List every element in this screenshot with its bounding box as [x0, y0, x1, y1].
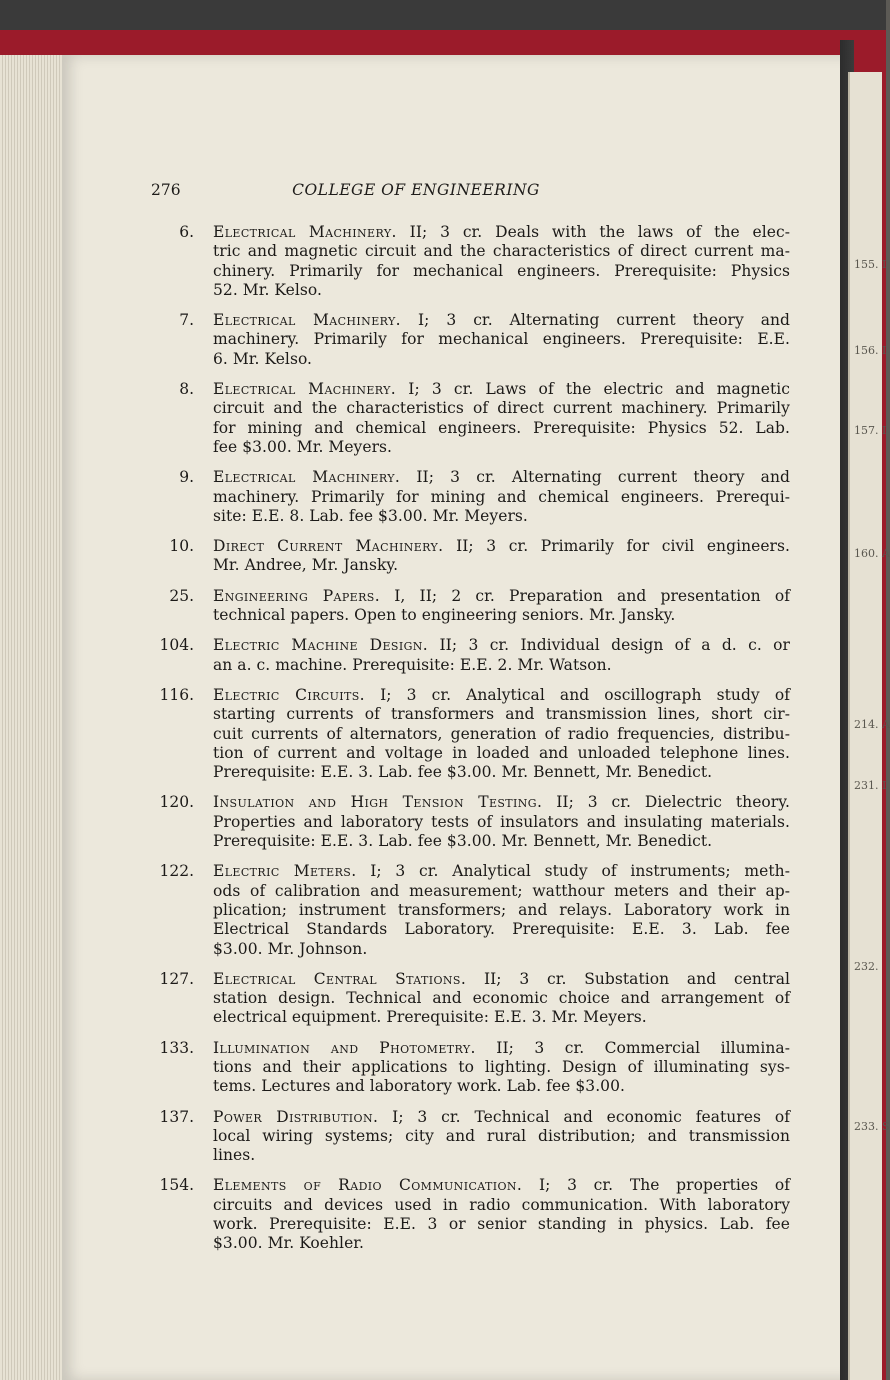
course-title: Illumination and Photometry. [213, 1038, 476, 1057]
description-line: circuit and the characteristics of direct current machinery. Primarily [213, 399, 790, 418]
description-line [213, 1176, 790, 1195]
description-line: lines. [213, 1146, 256, 1165]
course-details: I; 3 cr. Analytical and oscillograph study of [380, 685, 790, 704]
course-title: Electric Machine Design. [213, 636, 429, 655]
course-entry [150, 223, 790, 300]
description-line [213, 862, 790, 881]
course-description [213, 587, 790, 626]
course-number: 133. [159, 1038, 194, 1057]
course-description [213, 793, 790, 851]
page-stack-edges [0, 55, 70, 1380]
course-details: I; 3 cr. Alternating current theory and [417, 311, 791, 330]
description-line: chinery. Primarily for mechanical engineers. Prerequisite: Physics [213, 261, 790, 280]
course-details: I; 3 cr. Analytical study of instruments; meth- [370, 862, 790, 881]
course-number: 25. [169, 586, 194, 605]
next-page-fragment: 214. A [854, 718, 890, 731]
course-number: 154. [159, 1176, 194, 1195]
course-entry [150, 793, 790, 851]
description-line: tric and magnetic circuit and the characteristics of direct current ma- [213, 242, 790, 261]
course-entry [150, 311, 790, 369]
course-details: II; 3 cr. Individual design of a d. c. or [439, 636, 790, 655]
description-line: tems. Lectures and laboratory work. Lab. fee $3.00. [213, 1077, 625, 1096]
course-number: 7. [179, 311, 194, 330]
course-description [213, 970, 790, 1028]
course-description [213, 862, 790, 958]
course-details: II; 3 cr. Primarily for civil engineers. [456, 537, 790, 556]
description-line: work. Prerequisite: E.E. 3 or senior standing in physics. Lab. fee [213, 1215, 790, 1234]
course-details: I; 3 cr. The properties of [538, 1176, 791, 1195]
course-entry [150, 1039, 790, 1097]
description-line: local wiring systems; city and rural distribution; and transmission [213, 1126, 790, 1145]
description-line: for mining and chemical engineers. Prerequisite: Physics 52. Lab. [213, 418, 790, 437]
description-line: an a. c. machine. Prerequisite: E.E. 2. Mr. Watson. [213, 655, 612, 674]
course-title: Electrical Central Stations. [213, 969, 467, 988]
description-line: 6. Mr. Kelso. [213, 349, 313, 368]
next-page-fragment: 157. I [854, 424, 887, 437]
course-title: Electric Meters. [213, 862, 357, 881]
course-number: 8. [179, 380, 194, 399]
course-description [213, 468, 790, 526]
next-page-fragment: 233. S [854, 1120, 890, 1133]
course-entry [150, 862, 790, 958]
description-line: starting currents of transformers and transmission lines, short cir- [213, 705, 790, 724]
course-title: Elements of Radio Communication. [213, 1176, 523, 1195]
course-title: Direct Current Machinery. [213, 537, 444, 556]
course-title: Electrical Machinery. [213, 380, 397, 399]
description-line: station design. Technical and economic choice and arrangement of [213, 989, 790, 1008]
page-number: 276 [151, 181, 181, 199]
page-title: COLLEGE OF ENGINEERING [292, 181, 540, 199]
running-head [151, 181, 621, 203]
next-page-fragment: 232. [854, 960, 879, 973]
course-title: Power Distribution. [213, 1107, 379, 1126]
course-entry [150, 468, 790, 526]
course-details: I; 3 cr. Technical and economic features of [392, 1107, 790, 1126]
next-page-fragment: 156. I [854, 344, 887, 357]
course-number: 127. [159, 969, 194, 988]
description-line: tions and their applications to lighting. Design of illuminating sys- [213, 1057, 790, 1076]
course-description [213, 1039, 790, 1097]
description-line: ods of calibration and measurement; watthour meters and their ap- [213, 881, 790, 900]
description-line [213, 686, 790, 705]
next-page-fragment: 231. I [854, 779, 887, 792]
course-title: Engineering Papers. [213, 586, 381, 605]
description-line: 52. Mr. Kelso. [213, 280, 322, 299]
description-line [213, 1108, 790, 1127]
description-line: technical papers. Open to engineering seniors. Mr. Jansky. [213, 606, 676, 625]
course-description [213, 380, 790, 457]
course-title: Electric Circuits. [213, 685, 365, 704]
course-details: II; 3 cr. Substation and central [483, 969, 790, 988]
course-details: II; 3 cr. Deals with the laws of the elec- [409, 223, 790, 241]
course-number: 116. [159, 685, 194, 704]
course-entry [150, 380, 790, 457]
course-description [213, 537, 790, 576]
next-page-edge [848, 72, 890, 1380]
course-entry [150, 587, 790, 626]
description-line: fee $3.00. Mr. Meyers. [213, 437, 393, 456]
description-line [213, 311, 790, 330]
description-line [213, 587, 790, 606]
course-description [213, 223, 790, 300]
description-line [213, 468, 790, 487]
description-line: tion of current and voltage in loaded and unloaded telephone lines. [213, 743, 790, 762]
course-description [213, 636, 790, 675]
course-number: 120. [159, 793, 194, 812]
next-page-fragment: 155. I [854, 258, 887, 271]
description-line: Properties and laboratory tests of insulators and insulating materials. [213, 812, 790, 831]
course-entry [150, 1108, 790, 1166]
next-page-fragment: 160. A [854, 547, 890, 560]
description-line: $3.00. Mr. Koehler. [213, 1234, 365, 1253]
description-line: machinery. Primarily for mining and chemical engineers. Prerequi- [213, 487, 790, 506]
description-line: Electrical Standards Laboratory. Prerequisite: E.E. 3. Lab. fee [213, 920, 790, 939]
course-description [213, 686, 790, 782]
course-number: 6. [179, 223, 194, 241]
description-line: electrical equipment. Prerequisite: E.E. 3. Mr. Meyers. [213, 1008, 647, 1027]
course-title: Insulation and High Tension Testing. [213, 793, 543, 812]
course-details: I; 3 cr. Laws of the electric and magnetic [408, 380, 791, 399]
course-list [150, 223, 790, 1265]
description-line [213, 970, 790, 989]
description-line: machinery. Primarily for mechanical engineers. Prerequisite: E.E. [213, 330, 790, 349]
course-description [213, 311, 790, 369]
description-line [213, 380, 790, 399]
course-details: I, II; 2 cr. Preparation and presentation of [394, 586, 791, 605]
course-details: II; 3 cr. Alternating current theory and [416, 468, 790, 487]
book-cover-top [0, 0, 886, 62]
course-entry [150, 686, 790, 782]
course-entry [150, 537, 790, 576]
course-description [213, 1176, 790, 1253]
description-line [213, 537, 790, 556]
description-line [213, 636, 790, 655]
course-number: 137. [159, 1107, 194, 1126]
description-line: Prerequisite: E.E. 3. Lab. fee $3.00. Mr. Bennett, Mr. Benedict. [213, 763, 713, 782]
course-title: Electrical Machinery. [213, 311, 401, 330]
course-title: Electrical Machinery. [213, 223, 397, 241]
course-number: 10. [169, 537, 194, 556]
description-line: site: E.E. 8. Lab. fee $3.00. Mr. Meyers. [213, 506, 528, 525]
course-number: 104. [159, 636, 194, 655]
description-line: cuit currents of alternators, generation of radio frequencies, distribu- [213, 724, 790, 743]
description-line: Mr. Andree, Mr. Jansky. [213, 556, 399, 575]
description-line [213, 223, 790, 242]
course-title: Electrical Machinery. [213, 468, 401, 487]
description-line: plication; instrument transformers; and relays. Laboratory work in [213, 900, 790, 919]
course-details: II; 3 cr. Commercial illumina- [496, 1038, 790, 1057]
description-line: circuits and devices used in radio communication. With laboratory [213, 1195, 790, 1214]
course-number: 9. [179, 468, 194, 487]
course-number: 122. [159, 862, 194, 881]
description-line: Prerequisite: E.E. 3. Lab. fee $3.00. Mr. Bennett, Mr. Benedict. [213, 832, 713, 851]
course-description [213, 1108, 790, 1166]
description-line: $3.00. Mr. Johnson. [213, 939, 368, 958]
description-line [213, 793, 790, 812]
course-entry [150, 1176, 790, 1253]
course-entry [150, 636, 790, 675]
description-line [213, 1039, 790, 1058]
course-details: II; 3 cr. Dielectric theory. [556, 793, 790, 812]
course-entry [150, 970, 790, 1028]
